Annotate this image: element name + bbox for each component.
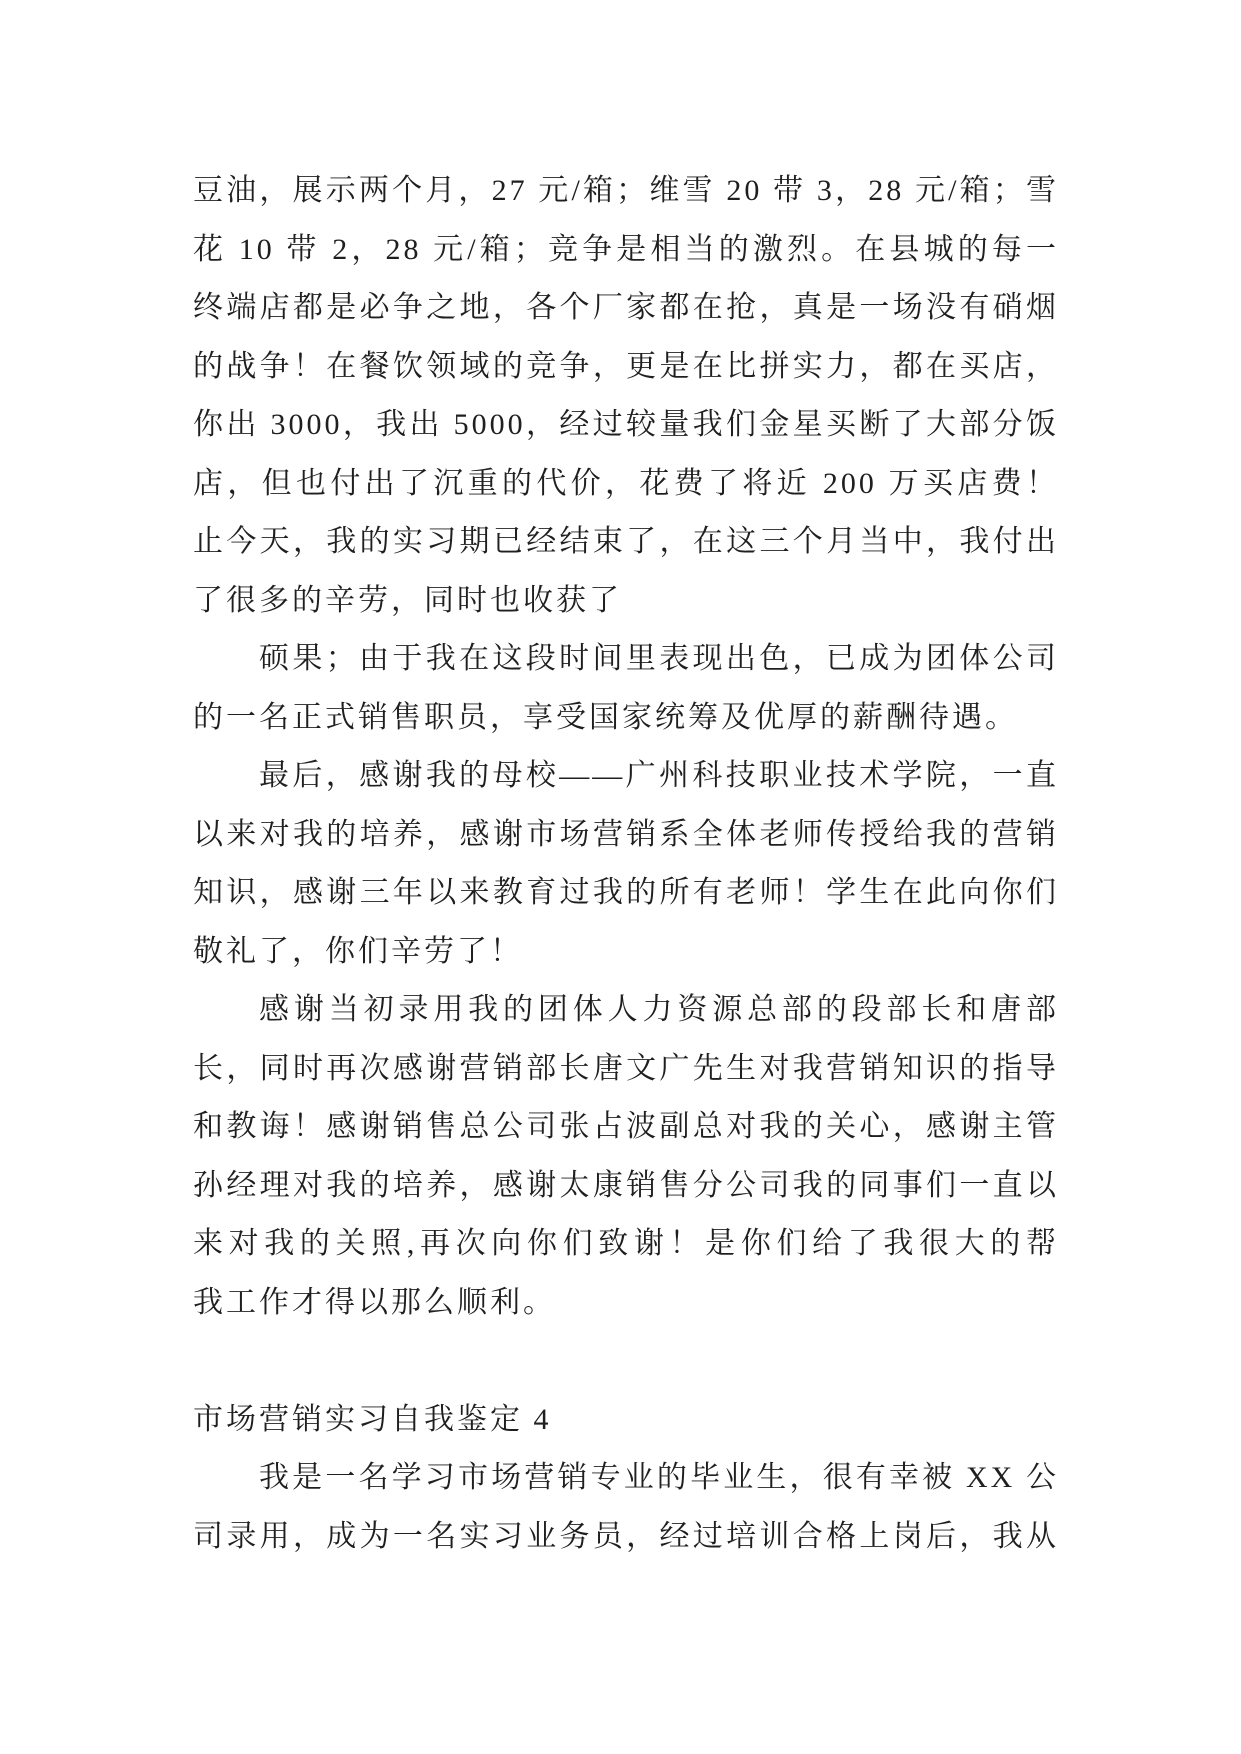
paragraph	[193, 630, 1059, 747]
text-line: 最后，感谢我的母校——广州科技职业技术学院，一直	[259, 759, 1059, 792]
text-line: 我工作才得以那么顺利。	[193, 1285, 556, 1319]
section-continuation	[193, 162, 1059, 1332]
text-line: 豆油，展示两个月，27 元/箱；维雪 20 带 3，28 元/箱；雪	[193, 174, 1059, 207]
text-line: 感谢当初录用我的团体人力资源总部的段部长和唐部	[259, 993, 1059, 1026]
text-line: 以来对我的培养，感谢市场营销系全体老师传授给我的营销	[193, 817, 1059, 851]
text-line: 店，但也付出了沉重的代价，花费了将近 200 万买店费！	[193, 466, 1059, 500]
text-line: 花 10 带 2，28 元/箱；竞争是相当的激烈。在县城的每一	[193, 232, 1059, 266]
text-line: 来对我的关照,再次向你们致谢！是你们给了我很大的帮	[193, 1227, 1059, 1260]
text-line: 知识，感谢三年以来教育过我的所有老师！学生在此向你们	[193, 876, 1059, 909]
page-body	[193, 162, 1059, 1566]
text-line: 的一名正式销售职员，享受国家统筹及优厚的薪酬待遇。	[193, 700, 1018, 734]
section-heading: 市场营销实习自我鉴定 4	[193, 1402, 552, 1436]
text-line: 长，同时再次感谢营销部长唐文广先生对我营销知识的指导	[193, 1051, 1059, 1085]
paragraph	[193, 981, 1059, 1332]
text-line: 你出 3000，我出 5000，经过较量我们金星买断了大部分饭	[193, 408, 1059, 441]
text-line: 终端店都是必争之地，各个厂家都在抢，真是一场没有硝烟	[193, 291, 1059, 324]
text-line: 的战争！在餐饮领域的竞争，更是在比拼实力，都在买店，	[193, 349, 1059, 383]
text-line: 司录用，成为一名实习业务员，经过培训合格上岗后，我从	[193, 1519, 1059, 1553]
text-line: 我是一名学习市场营销专业的毕业生，很有幸被 XX 公	[259, 1461, 1059, 1494]
text-line: 敬礼了，你们辛劳了！	[193, 934, 523, 968]
blank-line	[193, 1332, 1059, 1391]
text-line: 和教诲！感谢销售总公司张占波副总对我的关心，感谢主管	[193, 1110, 1059, 1143]
text-line: 孙经理对我的培养，感谢太康销售分公司我的同事们一直以	[193, 1168, 1059, 1202]
text-line: 止今天，我的实习期已经结束了，在这三个月当中，我付出	[193, 525, 1059, 558]
section	[193, 1391, 1059, 1567]
paragraph	[193, 747, 1059, 981]
paragraph	[193, 162, 1059, 630]
text-line: 了很多的辛劳，同时也收获了	[193, 583, 622, 617]
paragraph	[193, 1449, 1059, 1566]
text-line: 硕果；由于我在这段时间里表现出色，已成为团体公司	[259, 642, 1059, 675]
